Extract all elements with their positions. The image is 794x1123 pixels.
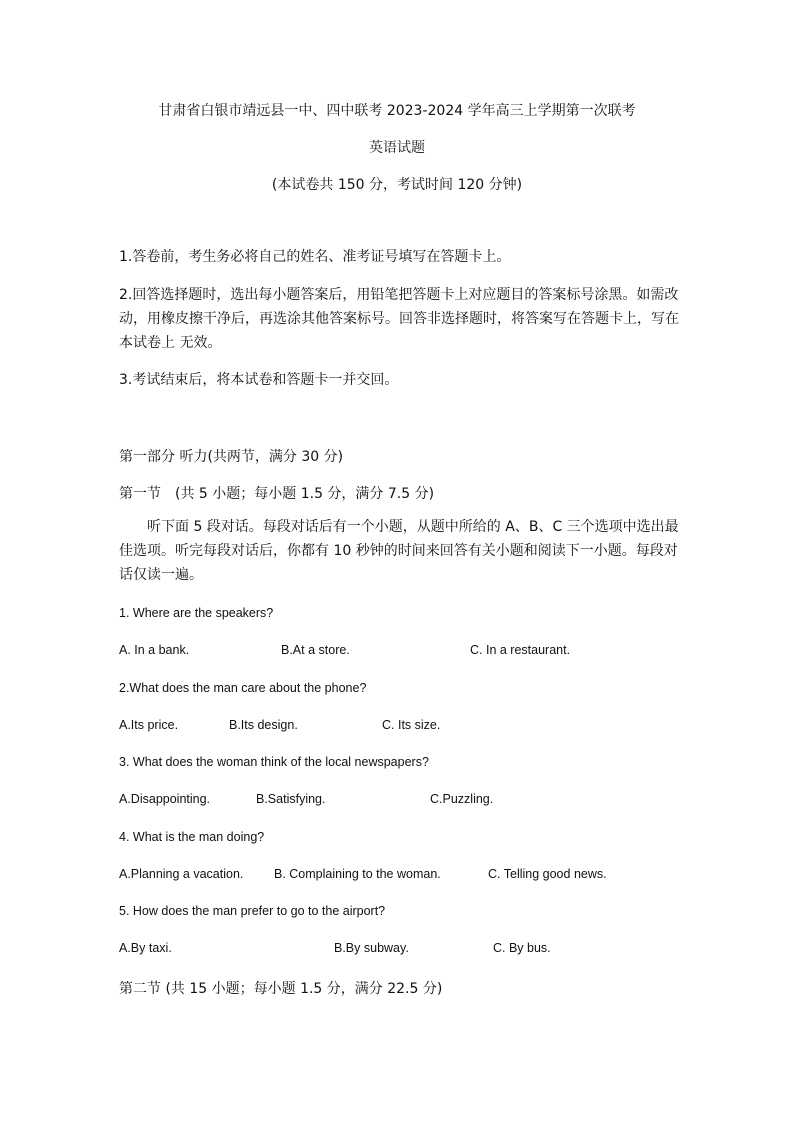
question-3-option-a: A.Disappointing. [119,792,211,806]
question-2-option-a: A.Its price. [119,718,179,732]
subject-title: 英语试题 [369,140,425,156]
question-4-option-b: B. Complaining to the woman. [274,867,441,881]
exam-note: (本试卷共 150 分，考试时间 120 分钟) [271,177,523,193]
question-4-stem: 4. What is the man doing? [119,830,265,844]
question-3-option-c: C.Puzzling. [430,792,494,806]
question-5-option-b: B.By subway. [334,941,409,955]
question-2-stem: 2.What does the man care about the phone? [119,681,367,695]
instruction-1: 1.答卷前，考生务必将自己的姓名、准考证号填写在答题卡上。 [119,249,511,265]
instruction-2: 2.回答选择题时，选出每小题答案后，用铅笔把答题卡上对应题目的答案标号涂黑。如需改动，用橡皮擦干净后，再选涂其他答案标号。回答非选择题时，将答案写在答题卡上，写在本试卷上 无效。 [119,287,679,351]
section2-title: 第二节 (共 15 小题；每小题 1.5 分，满分 22.5 分) [119,981,443,997]
question-3-stem: 3. What does the woman think of the local newspapers? [119,755,429,769]
question-3-option-b: B.Satisfying. [256,792,326,806]
question-2-option-c: C. Its size. [382,718,441,732]
question-5-stem: 5. How does the man prefer to go to the airport? [119,904,386,918]
question-4-option-c: C. Telling good news. [488,867,607,881]
exam-title: 甘肃省白银市靖远县一中、四中联考 2023-2024 学年高三上学期第一次联考 [158,103,636,119]
question-1-option-b: B.At a store. [281,643,350,657]
question-2-option-b: B.Its design. [229,718,298,732]
instruction-3: 3.考试结束后，将本试卷和答题卡一并交回。 [119,372,399,388]
question-5-option-a: A.By taxi. [119,941,172,955]
question-5-option-c: C. By bus. [493,941,551,955]
section1-title: 第一节 (共 5 小题；每小题 1.5 分，满分 7.5 分) [119,486,435,502]
section1-directions: 听下面 5 段对话。每段对话后有一个小题，从题中所给的 A、B、C 三个选项中选出最佳选项。听完每段对话后，你都有 10 秒钟的时间来回答有关小题和阅读下一小题。每段对话仅读一遍。 [119,519,679,583]
question-4-option-a: A.Planning a vacation. [119,867,244,881]
question-1-option-a: A. In a bank. [119,643,190,657]
question-1-stem: 1. Where are the speakers? [119,606,274,620]
question-1-option-c: C. In a restaurant. [470,643,571,657]
part1-title: 第一部分 听力(共两节，满分 30 分) [119,449,344,465]
